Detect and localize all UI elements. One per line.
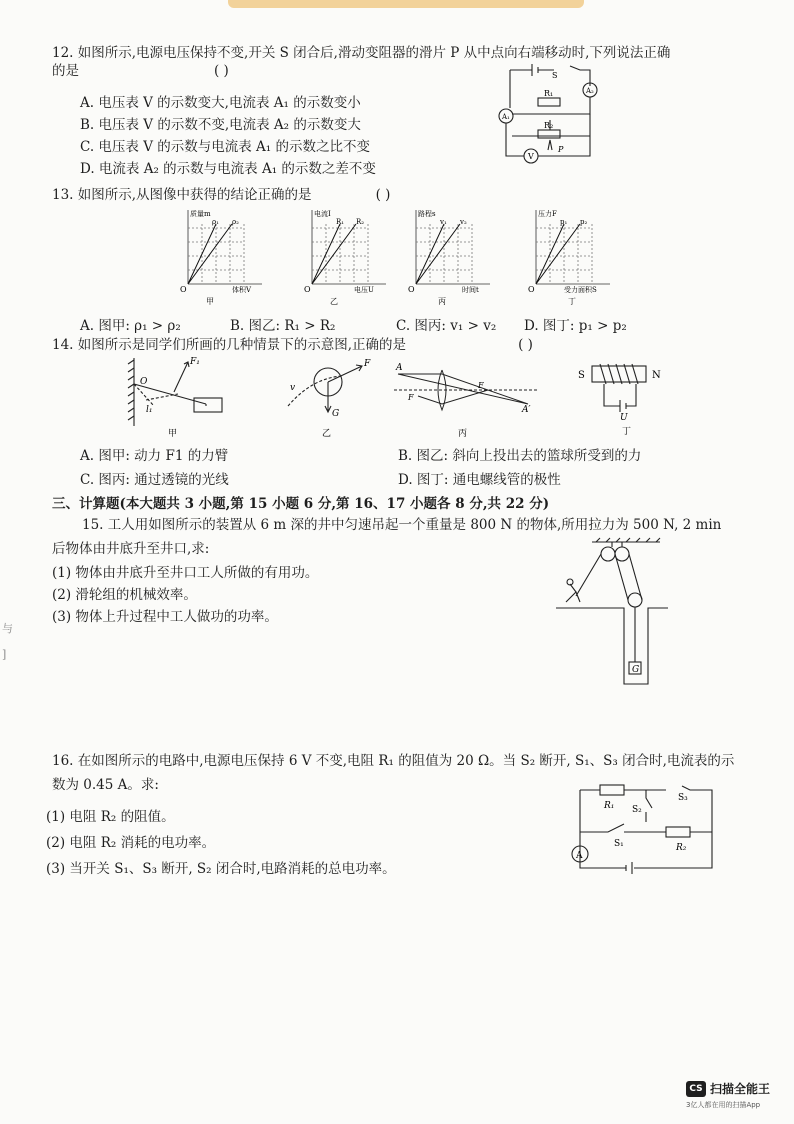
graph-line-label: v₂ — [460, 218, 467, 226]
graph-caption: 丙 — [438, 297, 446, 306]
graph-line-label: ρ₁ — [212, 218, 219, 226]
q15-item-1: (1) 物体由井底升至井口工人所做的有用功。 — [52, 565, 319, 581]
label-G: G — [632, 665, 640, 675]
q16-line2: 数为 0.45 A。求: — [52, 777, 159, 793]
label-v: v — [290, 383, 296, 393]
graph-line-label: R₁ — [336, 218, 345, 226]
graph-origin: O — [180, 285, 187, 294]
q16-circuit-diagram — [566, 784, 718, 882]
q12-stem-line2: 的是 ( ) — [52, 63, 229, 79]
graph-ylabel: 电流I — [314, 210, 331, 218]
label-P: P — [558, 145, 564, 154]
q12-option-a: A. 电压表 V 的示数变大,电流表 A₁ 的示数变小 — [80, 95, 361, 111]
margin-mark: 与 — [2, 622, 13, 635]
q12-circuit-diagram — [492, 58, 604, 176]
graph-line-label: p₂ — [580, 218, 588, 226]
label-A: A — [396, 363, 403, 373]
fig-caption: 甲 — [168, 429, 178, 439]
scanner-badge: CS — [686, 1081, 706, 1097]
label-V: V — [528, 152, 534, 161]
label-F-left: F — [408, 393, 414, 402]
graph-caption: 甲 — [206, 297, 214, 306]
q14-fig-solenoid — [576, 362, 676, 438]
graph-ylabel: 压力F — [538, 210, 557, 218]
label-F: F — [364, 359, 371, 369]
scanner-name: 扫描全能王 — [710, 1082, 771, 1096]
graph-xlabel: 时间t — [462, 286, 479, 294]
label-S: S — [552, 71, 558, 80]
graph-bing — [404, 206, 494, 308]
q15-line2: 后物体由井底升至井口,求: — [52, 541, 210, 557]
q15-pulley-well-diagram — [556, 538, 668, 690]
label-S2: S₂ — [632, 805, 642, 815]
answer-blank: ( ) — [375, 187, 391, 203]
q16-item-3: (3) 当开关 S₁、S₃ 断开, S₂ 闭合时,电路消耗的总电功率。 — [46, 861, 396, 877]
label-R1: R₁ — [544, 89, 554, 98]
label-G: G — [332, 409, 340, 419]
q12-option-b: B. 电压表 V 的示数不变,电流表 A₂ 的示数变大 — [80, 117, 361, 133]
margin-mark: ] — [2, 648, 7, 661]
graph-line-label: ρ₂ — [232, 218, 239, 226]
answer-blank: ( ) — [214, 63, 229, 79]
q12-option-c: C. 电压表 V 的示数与电流表 A₁ 的示数之比不变 — [80, 139, 371, 155]
pole-N: N — [652, 370, 661, 381]
q14-option-c: C. 图丙: 通过透镜的光线 — [80, 472, 229, 488]
section-heading: 三、计算题(本大题共 3 小题,第 15 小题 6 分,第 16、17 小题各 8 分,共 22 分) — [52, 496, 550, 512]
q12-stem-line1: 12. 如图所示,电源电压保持不变,开关 S 闭合后,滑动变阻器的滑片 P 从中点向右端移动时,下列说法正确 — [52, 45, 671, 61]
fig-caption: 丙 — [458, 429, 468, 439]
q16-items — [46, 804, 396, 882]
q13-option-d: D. 图丁: p₁ > p₂ — [524, 318, 627, 334]
q16-item-2: (2) 电阻 R₂ 消耗的电功率。 — [46, 835, 216, 851]
q15-item-3: (3) 物体上升过程中工人做功的功率。 — [52, 609, 278, 625]
graph-origin: O — [528, 285, 535, 294]
graph-xlabel: 电压U — [354, 286, 374, 294]
q12-stem — [52, 44, 671, 80]
label-A: A — [576, 851, 583, 861]
q14-option-b: B. 图乙: 斜向上投出去的篮球所受到的力 — [398, 448, 642, 464]
label-R2: R₂ — [544, 121, 554, 130]
q15-items — [52, 562, 318, 628]
label-F-right: F — [478, 381, 484, 390]
graph-xlabel: 体积V — [232, 286, 252, 294]
graph-caption: 丁 — [568, 297, 576, 306]
graph-xlabel: 受力面积S — [564, 286, 597, 294]
graph-origin: O — [408, 285, 415, 294]
q14-option-a: A. 图甲: 动力 F1 的力臂 — [80, 448, 229, 464]
graph-ylabel: 路程s — [418, 210, 436, 218]
q13-option-a: A. 图甲: ρ₁ > ρ₂ — [80, 318, 181, 334]
fig-caption: 乙 — [322, 429, 332, 439]
graph-line-label: v₁ — [440, 218, 447, 226]
q16-item-1: (1) 电阻 R₂ 的阻值。 — [46, 809, 175, 825]
scanner-tagline: 3亿人都在用的扫描App — [686, 1101, 761, 1109]
q15-item-2: (2) 滑轮组的机械效率。 — [52, 587, 197, 603]
label-S3: S₃ — [678, 793, 688, 803]
label-U: U — [620, 413, 628, 423]
label-R2: R₂ — [676, 843, 687, 853]
graph-ylabel: 质量m — [190, 210, 211, 218]
label-O: O — [140, 377, 148, 387]
fig-caption: 丁 — [622, 427, 632, 437]
q13-option-b: B. 图乙: R₁ > R₂ — [230, 318, 336, 334]
pole-S: S — [578, 370, 585, 381]
label-A2: A₂ — [586, 87, 594, 95]
q15-line1: 15. 工人用如图所示的装置从 6 m 深的井中匀速吊起一个重量是 800 N 的物体,所用拉力为 500 N, 2 min — [82, 517, 722, 533]
label-F1: F₁ — [190, 357, 200, 367]
q14-fig-ball — [282, 354, 382, 440]
label-A1: A₁ — [502, 113, 510, 121]
q14-stem: 14. 如图所示是同学们所画的几种情景下的示意图,正确的是 ( ) — [52, 337, 533, 353]
q16-line1: 16. 在如图所示的电路中,电源电压保持 6 V 不变,电阻 R₁ 的阻值为 20 Ω。当 S₂ 断开, S₁、S₃ 闭合时,电流表的示 — [52, 753, 735, 769]
answer-blank: ( ) — [518, 337, 533, 353]
label-R1: R₁ — [604, 801, 615, 811]
q14-fig-lever — [124, 354, 234, 440]
q12-option-d: D. 电流表 A₂ 的示数与电流表 A₁ 的示数之差不变 — [80, 161, 376, 177]
graph-origin: O — [304, 285, 311, 294]
q14-fig-lens — [388, 354, 548, 440]
scanner-logo — [686, 1080, 770, 1097]
q14-option-d: D. 图丁: 通电螺线管的极性 — [398, 472, 561, 488]
label-l1: l₁ — [146, 405, 153, 415]
q12-options — [80, 92, 376, 180]
graph-ding — [524, 206, 620, 308]
graph-caption: 乙 — [330, 297, 338, 306]
graph-line-label: R₂ — [356, 218, 365, 226]
graph-jia — [176, 206, 266, 308]
graph-line-label: p₁ — [560, 218, 568, 226]
q13-stem: 13. 如图所示,从图像中获得的结论正确的是 ( ) — [52, 187, 391, 203]
graph-yi — [300, 206, 390, 308]
label-S1: S₁ — [614, 839, 624, 849]
label-A-prime: A′ — [522, 405, 531, 415]
top-color-band — [228, 0, 584, 8]
q13-option-c: C. 图丙: v₁ > v₂ — [396, 318, 497, 334]
